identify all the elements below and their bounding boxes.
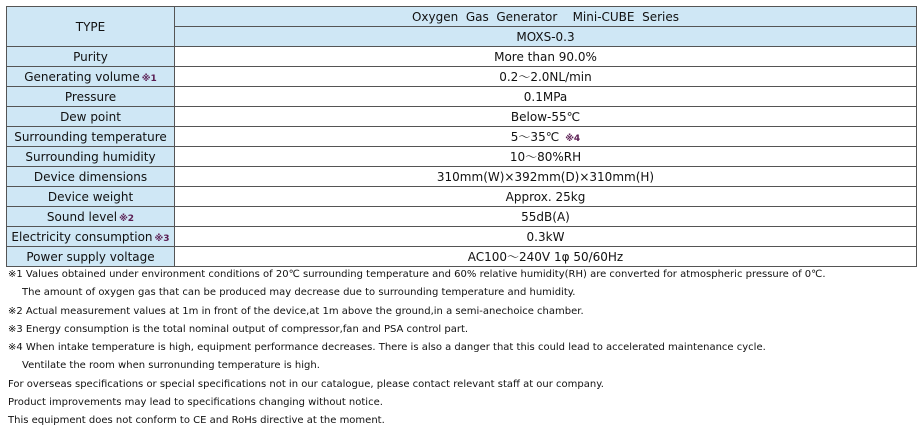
spec-row [7,67,917,87]
spec-value [175,247,917,267]
footnote-line: For overseas specifications or special specifications not in our catalogue, please contact relevant staff at our company. [8,378,604,390]
spec-value-text: Approx. 25kg [505,189,586,204]
spec-label [7,67,175,87]
spec-label-text: Dew point [60,109,121,124]
footnote-line: The amount of oxygen gas that can be produced may decrease due to surrounding temperature and humidity. [22,287,576,299]
spec-value-text: 0.3kW [526,229,565,244]
spec-label-text: Sound level [46,209,118,224]
footnote-mark: ※3 [154,233,170,244]
spec-value-text: 10～80%RH [509,150,582,164]
spec-value [175,187,917,207]
spec-row [7,47,917,67]
footnotes [8,266,920,431]
spec-row [7,187,917,207]
spec-row [7,247,917,267]
spec-row [7,167,917,187]
spec-value [175,107,917,127]
spec-value [175,167,917,187]
footnote-mark: ※2 [119,213,135,224]
footnote-mark: ※1 [141,73,157,84]
spec-row [7,127,917,147]
spec-label [7,87,175,107]
spec-label-text: Surrounding humidity [25,149,156,164]
spec-label-text: Device dimensions [33,169,148,184]
spec-value [175,67,917,87]
spec-value [175,47,917,67]
spec-label [7,147,175,167]
spec-label-text: Power supply voltage [26,249,155,264]
spec-row [7,107,917,127]
spec-value-text: 0.1MPa [523,89,568,104]
spec-value [175,227,917,247]
footnote-line: ※2 Actual measurement values at 1m in front of the device,at 1m above the ground,in a semi-anechoice chamber. [8,305,584,317]
spec-label [7,167,175,187]
footnote-line: This equipment does not conform to CE and RoHs directive at the moment. [8,415,385,427]
footnote-line: ※1 Values obtained under environment conditions of 20℃ surrounding temperature and 60% relative humidity(RH) are converted for atmospheric pressure of 0℃. [8,269,826,280]
spec-label [7,47,175,67]
spec-row [7,147,917,167]
footnote-line: Ventilate the room when surronunding temperature is high. [22,360,320,372]
series-title: Oxygen Gas Generator Mini-CUBE Series [175,7,917,27]
spec-label-text: Electricity consumption [11,229,153,244]
spec-label-text: Generating volume [24,69,140,84]
spec-label [7,227,175,247]
footnote-mark: ※4 [565,134,581,144]
spec-label [7,207,175,227]
spec-value [175,147,917,167]
spec-value [175,207,917,227]
spec-value-text: 0.2～2.0NL/min [499,70,592,84]
spec-label [7,247,175,267]
spec-row [7,87,917,107]
type-header: TYPE [7,7,175,47]
spec-table [6,6,917,267]
spec-label [7,107,175,127]
spec-label-text: Pressure [64,89,117,104]
spec-label-text: Device weight [47,189,134,204]
footnote-line: ※3 Energy consumption is the total nominal output of compressor,fan and PSA control part. [8,323,469,335]
spec-value-text: 55dB(A) [521,209,570,224]
spec-label [7,127,175,147]
spec-value-text: More than 90.0% [494,49,597,64]
spec-label-text: Surrounding temperature [14,129,167,144]
spec-value-text: 5～35℃ [510,130,560,144]
header-row [7,7,917,27]
spec-label-text: Purity [73,49,108,64]
spec-value-text: 310mm(W)×392mm(D)×310mm(H) [436,169,655,184]
spec-value [175,87,917,107]
spec-row [7,207,917,227]
footnote-line: Product improvements may lead to specifications changing without notice. [8,397,383,409]
spec-value-text: AC100～240V 1φ 50/60Hz [467,250,624,264]
spec-row [7,227,917,247]
spec-label [7,187,175,207]
spec-value [175,127,917,147]
model-name: MOXS-0.3 [175,27,917,47]
spec-value-text: Below-55℃ [510,109,581,124]
footnote-line: ※4 When intake temperature is high, equipment performance decreases. There is also a danger that this could lead to accelerated maintenance cycle. [8,342,766,354]
